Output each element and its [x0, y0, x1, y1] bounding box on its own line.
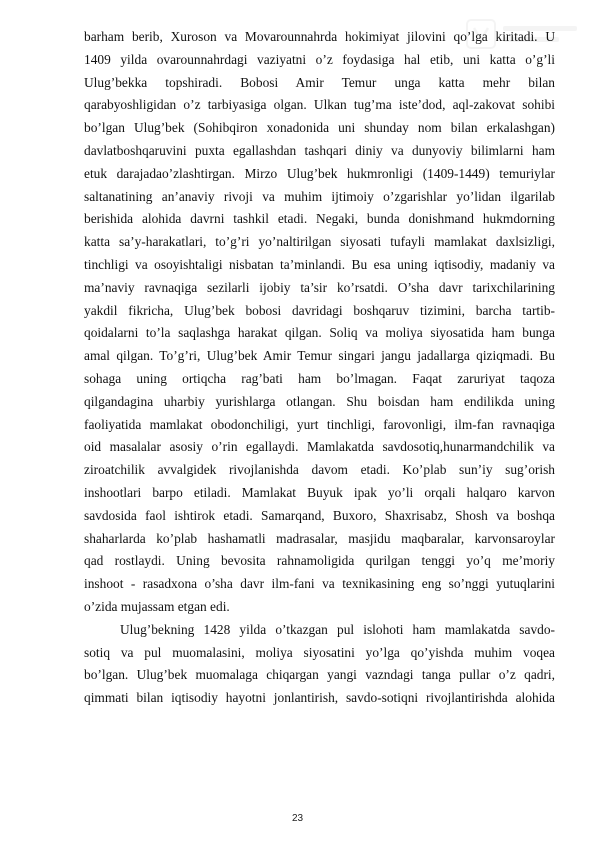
- text-line: saltanatining an’anaviy rivoji va muhim ijtimoiy o’zgarishlar yo’lidan ilgarilab: [84, 188, 555, 204]
- text-line: katta sa’y-harakatlari, to’g’ri yo’naltirilgan siyosati tufayli mamlakat daxlsizligi,: [84, 234, 555, 250]
- text-line: barham berib, Xuroson va Movarounnahrda hokimiyat jilovini qo’lga kiritadi. U: [84, 29, 555, 44]
- text-line: inshootlari barpo etiladi. Mamlakat Buyuk ipak yo’li orqali halqaro karvon: [84, 484, 555, 500]
- text-line: yakdil fikricha, Ulug’bek bobosi davridagi boshqaruv tizimini, barcha tartib-: [84, 302, 555, 318]
- text-line: qilgandagina uharbiy yurishlarga otlangan. Shu boisdan ham endilikda uning: [84, 393, 555, 409]
- page-number: 23: [291, 813, 304, 824]
- text-line: ma’naviy ravnaqiga sezilarli ijobiy ta’sir ko’rsatdi. O’sha davr tarixchilarining: [84, 279, 555, 295]
- text-line: shaharlarda ko’plab hashamatli madrasalar, masjidu maqbaralar, karvonsaroylar: [84, 530, 555, 546]
- text-line: Ulug’bekka topshiradi. Bobosi Amir Temur unga katta mehr bilan: [84, 74, 555, 90]
- text-line: qarabyoshligidan o’z tarbiyasiga olgan. Ulkan tug’ma iste’dod, aql-zakovat sohibi: [84, 97, 555, 113]
- text-line: qoidalarni to’la saqlashga harakat qilgan. Soliq va moliya siyosatida ham bunga: [84, 325, 555, 341]
- document-body: [84, 26, 555, 710]
- text-line: 1409 yilda ovarounnahrdagi vaziyatni o’z foydasiga hal etib, uni katta o’g’li: [84, 51, 555, 67]
- text-line: sotiq va pul muomalasini, moliya siyosatini yo’lga qo’yishda muhim voqea: [84, 644, 555, 660]
- text-line: faoliyatida mamlakat obodonchiligi, yurt tinchligi, farovonligi, ilm-fan ravnaqiga: [84, 416, 555, 432]
- text-line: qimmati bilan iqtisodiy hayotni jonlantirish, savdo-sotiqni rivojlantirishda alohida: [84, 690, 555, 706]
- text-line: savdosida faol ishtirok etadi. Samarqand, Buxoro, Shaxrisabz, Shosh va boshqa: [84, 507, 555, 523]
- text-line: bo’lgan. Ulug’bek muomalaga chiqargan yangi vazndagi tanga pullar o’z qadri,: [84, 667, 555, 683]
- text-line: qad rostlaydi. Uning bevosita rahnamoligida qurilgan tenggi yo’q me’moriy: [84, 553, 555, 569]
- text-line: tinchligi va osoyishtaligi nisbatan ta’minlandi. Bu esa uning iqtisodiy, madaniy va: [84, 256, 555, 272]
- text-line: ziroatchilik avvalgidek rivojlanishda davom etadi. Ko’plab sun’iy sug’orish: [84, 462, 555, 478]
- text-line: berishida alohida davrni tashkil etadi. Negaki, bunda donishmand hukmdorning: [84, 211, 555, 227]
- text-line: davlatboshqaruvini puxta egallashdan tashqari diniy va dunyoviy bilimlarni ham: [84, 142, 555, 158]
- text-line: amal qilgan. To’g’ri, Ulug’bek Amir Temur singari jangu jadallarga qiziqmadi. Bu: [84, 348, 555, 364]
- text-line: oid masalalar asosiy o’rin egallaydi. Mamlakatda savdosotiq,hunarmandchilik va: [84, 439, 555, 455]
- text-line: etuk darajadao’zlashtirgan. Mirzo Ulug’bek hukmronligi (1409-1449) temuriylar: [84, 165, 555, 181]
- text-line: bo’lgan Ulug’bek (Sohibqiron xonadonida uni shunday nom bilan erkalashgan): [84, 120, 555, 136]
- paragraph-end-line: o’zida mujassam etgan edi.: [84, 598, 230, 614]
- paragraph-start-line: Ulug’bekning 1428 yilda o’tkazgan pul islohoti ham mamlakatda savdo-: [120, 621, 555, 637]
- text-line: sohaga uning ortiqcha rag’bati ham bo’lmagan. Faqat zaruriyat taqoza: [84, 370, 555, 386]
- text-line: inshoot - rasadxona o’sha davr ilm-fani va texnikasining eng so’nggi yutuqlarini: [84, 576, 555, 592]
